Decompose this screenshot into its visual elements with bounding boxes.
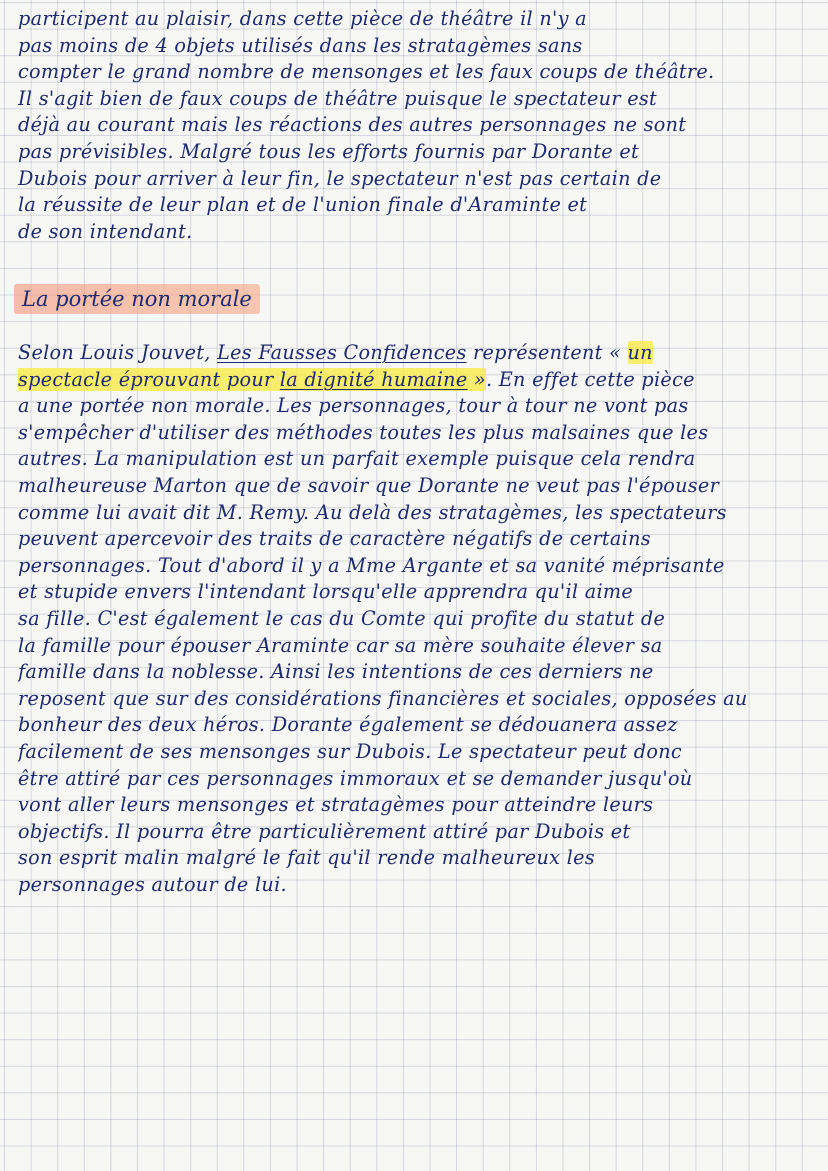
text-line: Il s'agit bien de faux coups de théâtre puisque le spectateur est	[18, 86, 658, 110]
text-line: pas moins de 4 objets utilisés dans les stratagèmes sans	[18, 33, 583, 57]
underlined-quote: la dignité humaine	[279, 367, 468, 391]
text-line: bonheur des deux héros. Dorante également se dédouanera assez	[18, 713, 678, 737]
text-line: objectifs. Il pourra être particulièrement attiré par Dubois et	[18, 819, 631, 843]
text-line: facilement de ses mensonges sur Dubois. Le spectateur peut donc	[18, 739, 682, 763]
text-fragment: représentent «	[466, 341, 628, 364]
text-line: malheureuse Marton que de savoir que Dorante ne veut pas l'épouser	[18, 473, 720, 497]
text-fragment: . En effet cette pièce	[485, 367, 695, 391]
text-fragment: spectacle éprouvant pour	[18, 367, 280, 391]
text-line: son esprit malin malgré le fait qu'il rende malheureux les	[18, 846, 595, 870]
text-line: compter le grand nombre de mensonges et les faux coups de théâtre.	[18, 60, 715, 84]
text-fragment: »	[467, 367, 486, 391]
text-line: personnages. Tout d'abord il y a Mme Argante et sa vanité méprisante	[18, 553, 725, 577]
text-line: sa fille. C'est également le cas du Comte qui profite du statut de	[18, 606, 666, 630]
text-line: la famille pour épouser Araminte car sa mère souhaite élever sa	[18, 633, 663, 657]
paragraph-analysis	[18, 340, 814, 898]
text-line: comme lui avait dit M. Remy. Au delà des stratagèmes, les spectateurs	[18, 500, 727, 524]
text-line	[18, 340, 814, 367]
text-line: déjà au courant mais les réactions des autres personnages ne sont	[18, 113, 687, 137]
text-line: s'empêcher d'utiliser des méthodes toutes les plus malsaines que les	[18, 420, 709, 444]
text-line: être attiré par ces personnages immoraux et se demander jusqu'où	[18, 766, 693, 790]
text-line: Dubois pour arriver à leur fin, le spectateur n'est pas certain de	[18, 166, 662, 190]
text-line: participent au plaisir, dans cette pièce de théâtre il n'y a	[18, 7, 587, 30]
text-line: vont aller leurs mensonges et stratagèmes pour atteindre leurs	[18, 793, 654, 817]
text-line: personnages autour de lui.	[18, 872, 287, 896]
text-line: famille dans la noblesse. Ainsi les intentions de ces derniers ne	[18, 660, 654, 684]
section-heading: La portée non morale	[14, 284, 260, 314]
text-line: de son intendant.	[18, 219, 193, 243]
highlighted-quote	[18, 368, 486, 391]
highlighted-quote: un	[627, 341, 653, 364]
text-line: a une portée non morale. Les personnages, tour à tour ne vont pas	[18, 394, 689, 418]
text-line: la réussite de leur plan et de l'union finale d'Araminte et	[18, 193, 588, 217]
text-line	[18, 367, 814, 394]
paragraph-intro	[18, 6, 814, 245]
text-line: peuvent apercevoir des traits de caractère négatifs de certains	[18, 527, 651, 551]
text-line: autres. La manipulation est un parfait exemple puisque cela rendra	[18, 447, 696, 471]
text-line: reposent que sur des considérations financières et sociales, opposées au	[18, 686, 748, 710]
work-title: Les Fausses Confidences	[217, 341, 467, 364]
text-fragment: Selon Louis Jouvet,	[18, 341, 218, 364]
text-line: pas prévisibles. Malgré tous les efforts fournis par Dorante et	[18, 139, 639, 163]
text-line: et stupide envers l'intendant lorsqu'elle apprendra qu'il aime	[18, 580, 634, 604]
